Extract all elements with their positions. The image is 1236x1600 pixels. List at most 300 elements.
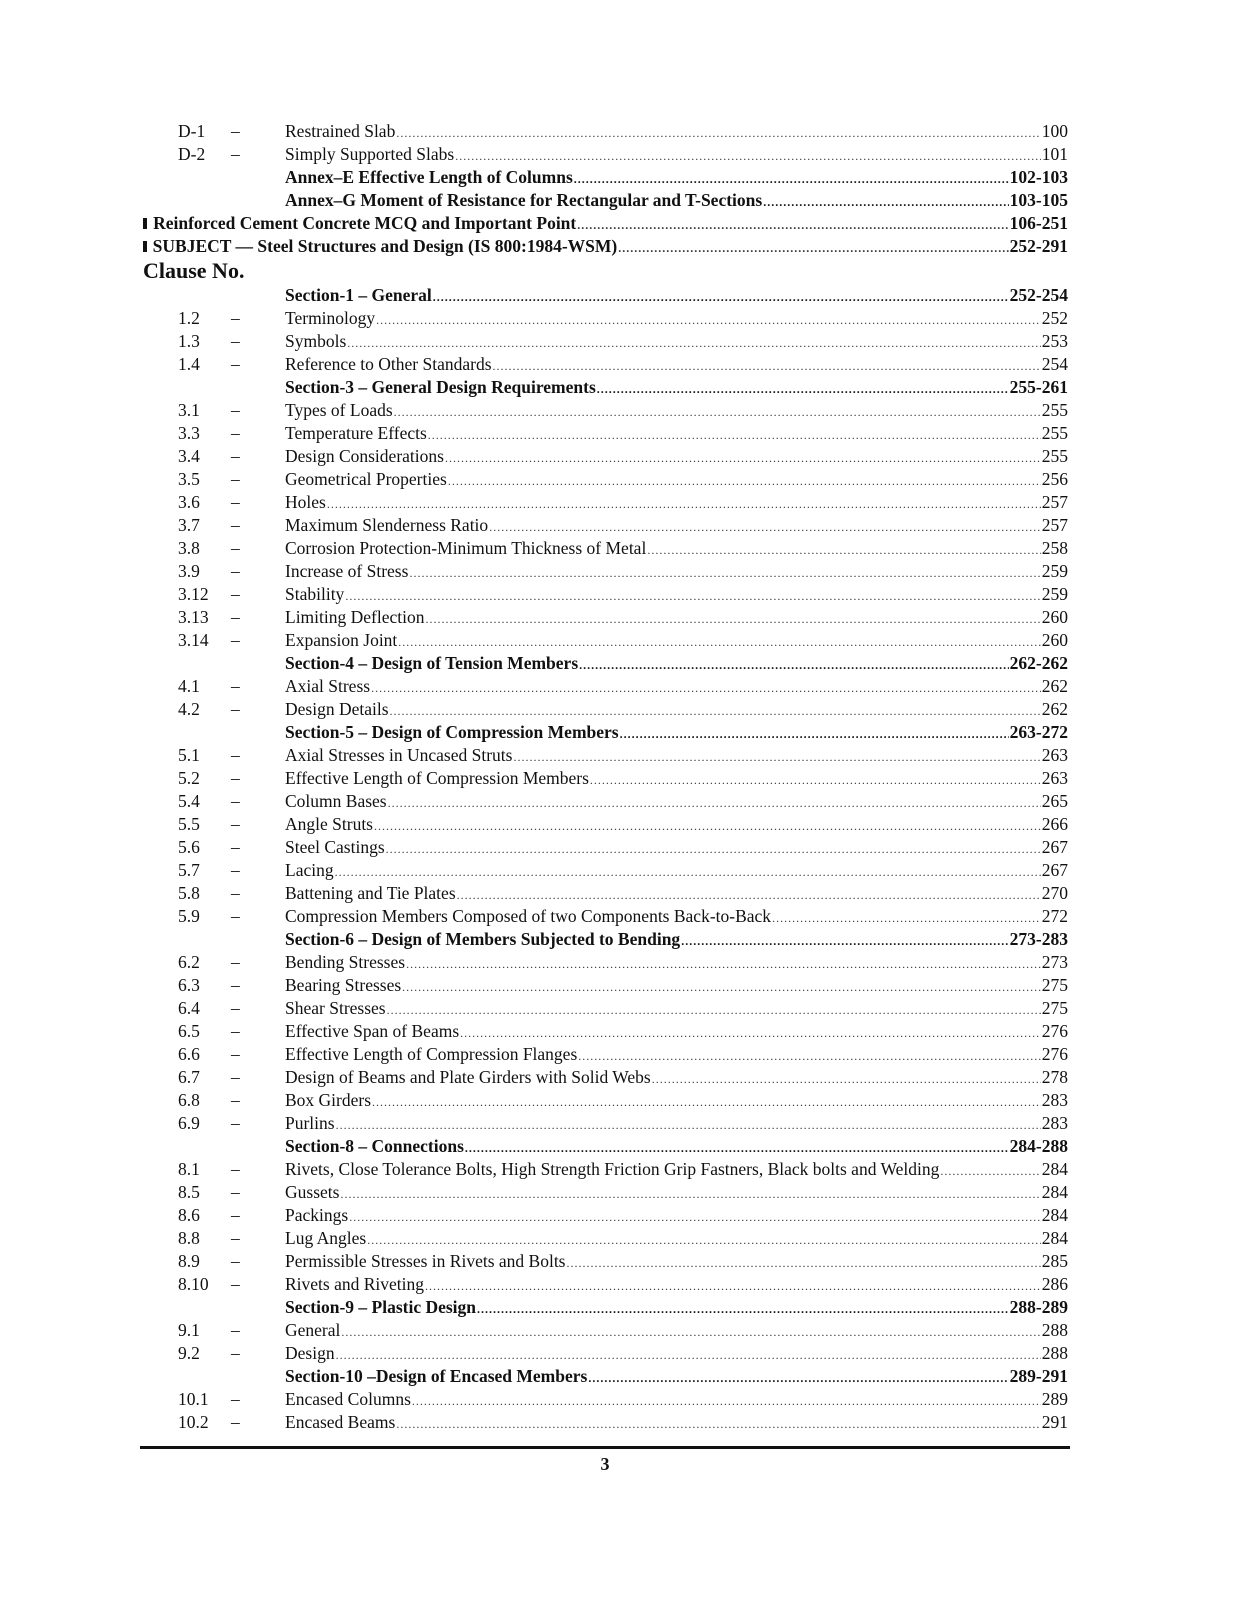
clause-number: 6.6 xyxy=(178,1044,200,1064)
separator-dash: – xyxy=(231,1067,240,1087)
entry-title: Lacing xyxy=(285,860,334,880)
entry-line xyxy=(285,1250,1068,1275)
page-reference: 255 xyxy=(1041,423,1068,443)
page-reference: 263 xyxy=(1041,768,1068,788)
dot-leader xyxy=(425,608,1040,631)
clause-number: 9.2 xyxy=(178,1343,200,1363)
page-reference: 276 xyxy=(1041,1021,1068,1041)
toc-entry xyxy=(143,120,1068,143)
entry-line xyxy=(285,1158,1068,1183)
clause-number: 6.9 xyxy=(178,1113,200,1133)
clause-number: 6.8 xyxy=(178,1090,200,1110)
clause-number: 6.5 xyxy=(178,1021,200,1041)
toc-entry xyxy=(143,790,1068,813)
clause-number: D-1 xyxy=(178,121,206,141)
page-reference: 288 xyxy=(1041,1343,1068,1363)
clause-number: 6.4 xyxy=(178,998,200,1018)
entry-line xyxy=(285,1227,1068,1252)
toc-entry xyxy=(143,422,1068,445)
separator-dash: – xyxy=(231,1274,240,1294)
entry-title: Section-10 –Design of Encased Members xyxy=(285,1366,588,1386)
page-reference: 103-105 xyxy=(1009,190,1068,210)
clause-number: 3.12 xyxy=(178,584,209,604)
toc-entry xyxy=(143,882,1068,905)
entry-line xyxy=(285,1020,1068,1045)
entry-line xyxy=(285,1319,1068,1344)
clause-number: D-2 xyxy=(178,144,206,164)
entry-line xyxy=(285,974,1068,999)
table-of-contents xyxy=(143,120,1068,1434)
page-reference: 257 xyxy=(1041,492,1068,512)
page-reference: 262 xyxy=(1041,676,1068,696)
separator-dash: – xyxy=(231,1159,240,1179)
separator-dash: – xyxy=(231,1090,240,1110)
toc-pre-section xyxy=(143,120,1068,258)
entry-title: Section-8 – Connections xyxy=(285,1136,464,1156)
entry-title: Lug Angles xyxy=(285,1228,367,1248)
dot-leader xyxy=(340,1183,1040,1206)
page-reference: 258 xyxy=(1041,538,1068,558)
separator-dash: – xyxy=(231,906,240,926)
separator-dash: – xyxy=(231,121,240,141)
page-reference: 273 xyxy=(1041,952,1068,972)
toc-section-heading xyxy=(143,928,1068,951)
entry-title: Steel Castings xyxy=(285,837,385,857)
entry-line xyxy=(285,1112,1068,1137)
clause-number: 10.1 xyxy=(178,1389,209,1409)
dot-leader xyxy=(681,930,1008,953)
clause-number: 5.7 xyxy=(178,860,200,880)
clause-number: 8.6 xyxy=(178,1205,200,1225)
page-reference: 278 xyxy=(1041,1067,1068,1087)
entry-line xyxy=(285,376,1068,401)
entry-line xyxy=(285,882,1068,907)
square-bullet-icon xyxy=(143,241,147,252)
separator-dash: – xyxy=(231,561,240,581)
page-reference: 285 xyxy=(1041,1251,1068,1271)
page-reference: 291 xyxy=(1041,1412,1068,1432)
separator-dash: – xyxy=(231,492,240,512)
toc-entry xyxy=(143,974,1068,997)
dot-leader xyxy=(618,237,1008,260)
dot-leader xyxy=(457,884,1041,907)
toc-entry xyxy=(143,1066,1068,1089)
toc-entry xyxy=(143,1227,1068,1250)
entry-line xyxy=(285,514,1068,539)
clause-heading: Clause No. xyxy=(143,258,245,283)
entry-title: Corrosion Protection-Minimum Thickness of Metal xyxy=(285,538,647,558)
clause-number: 3.14 xyxy=(178,630,209,650)
separator-dash: – xyxy=(231,791,240,811)
dot-leader xyxy=(390,700,1041,723)
dot-leader xyxy=(347,332,1040,355)
toc-main-section xyxy=(143,284,1068,1434)
dot-leader xyxy=(396,1413,1040,1436)
entry-title: SUBJECT — Steel Structures and Design (IS 800:1984-WSM) xyxy=(152,236,618,256)
entry-line xyxy=(285,166,1068,191)
separator-dash: – xyxy=(231,768,240,788)
entry-line xyxy=(285,422,1068,447)
separator-dash: – xyxy=(231,952,240,972)
toc-entry xyxy=(143,1020,1068,1043)
page-reference: 255 xyxy=(1041,400,1068,420)
entry-title: Effective Span of Beams xyxy=(285,1021,460,1041)
clause-number: 3.6 xyxy=(178,492,200,512)
dot-leader xyxy=(620,723,1009,746)
clause-number: 4.1 xyxy=(178,676,200,696)
clause-number: 6.2 xyxy=(178,952,200,972)
dot-leader xyxy=(577,214,1008,237)
separator-dash: – xyxy=(231,883,240,903)
dot-leader xyxy=(367,1229,1041,1252)
toc-entry xyxy=(143,1158,1068,1181)
entry-title: Design Considerations xyxy=(285,446,444,466)
dot-leader xyxy=(445,447,1041,470)
toc-entry xyxy=(143,767,1068,790)
entry-title: Column Bases xyxy=(285,791,387,811)
dot-leader xyxy=(387,999,1041,1022)
entry-line xyxy=(285,1204,1068,1229)
toc-entry xyxy=(143,1089,1068,1112)
entry-title: General xyxy=(285,1320,341,1340)
separator-dash: – xyxy=(231,1044,240,1064)
page-reference: 267 xyxy=(1041,837,1068,857)
entry-title: Types of Loads xyxy=(285,400,393,420)
dot-leader xyxy=(402,976,1041,999)
entry-line xyxy=(285,790,1068,815)
separator-dash: – xyxy=(231,308,240,328)
separator-dash: – xyxy=(231,998,240,1018)
entry-title: Temperature Effects xyxy=(285,423,427,443)
dot-leader xyxy=(652,1068,1041,1091)
entry-title: Effective Length of Compression Members xyxy=(285,768,589,788)
page-reference: 283 xyxy=(1041,1090,1068,1110)
separator-dash: – xyxy=(231,1021,240,1041)
entry-title: Bending Stresses xyxy=(285,952,406,972)
entry-title: Reference to Other Standards xyxy=(285,354,492,374)
toc-entry xyxy=(143,698,1068,721)
clause-number: 10.2 xyxy=(178,1412,209,1432)
entry-title: Encased Beams xyxy=(285,1412,396,1432)
entry-title: Section-1 – General xyxy=(285,285,432,305)
clause-number: 6.3 xyxy=(178,975,200,995)
entry-line xyxy=(285,284,1068,309)
page-reference: 284 xyxy=(1041,1182,1068,1202)
entry-line xyxy=(285,1089,1068,1114)
entry-title: Section-6 – Design of Members Subjected to Bending xyxy=(285,929,681,949)
toc-section-heading xyxy=(143,189,1068,212)
toc-entry xyxy=(143,1388,1068,1411)
clause-number: 9.1 xyxy=(178,1320,200,1340)
page-reference: 289 xyxy=(1041,1389,1068,1409)
dot-leader xyxy=(327,493,1041,516)
page-reference: 284 xyxy=(1041,1228,1068,1248)
square-bullet-icon xyxy=(143,218,147,229)
entry-title: Restrained Slab xyxy=(285,121,396,141)
separator-dash: – xyxy=(231,1320,240,1340)
toc-entry xyxy=(143,744,1068,767)
entry-line xyxy=(285,698,1068,723)
page-reference: 255 xyxy=(1041,446,1068,466)
page-reference: 263-272 xyxy=(1009,722,1068,742)
toc-entry xyxy=(143,1273,1068,1296)
page-number: 3 xyxy=(600,1454,610,1474)
page-reference: 288-289 xyxy=(1009,1297,1068,1317)
entry-title: Gussets xyxy=(285,1182,340,1202)
toc-entry xyxy=(143,675,1068,698)
entry-line xyxy=(285,307,1068,332)
dot-leader xyxy=(398,631,1040,654)
entry-line xyxy=(285,537,1068,562)
clause-number: 5.6 xyxy=(178,837,200,857)
page-reference: 262 xyxy=(1041,699,1068,719)
entry-line xyxy=(285,744,1068,769)
toc-section-heading xyxy=(143,652,1068,675)
page-reference: 276 xyxy=(1041,1044,1068,1064)
dot-leader xyxy=(513,746,1040,769)
entry-title: Permissible Stresses in Rivets and Bolts xyxy=(285,1251,566,1271)
entry-line xyxy=(285,813,1068,838)
toc-section-heading xyxy=(143,376,1068,399)
clause-number: 5.2 xyxy=(178,768,200,788)
entry-line xyxy=(285,330,1068,355)
dot-leader xyxy=(428,424,1041,447)
page-reference: 266 xyxy=(1041,814,1068,834)
toc-entry xyxy=(143,514,1068,537)
clause-number: 5.5 xyxy=(178,814,200,834)
entry-line xyxy=(285,189,1068,214)
dot-leader xyxy=(412,1390,1041,1413)
toc-entry xyxy=(143,560,1068,583)
entry-title: Simply Supported Slabs xyxy=(285,144,455,164)
dot-leader xyxy=(374,815,1041,838)
clause-number: 3.1 xyxy=(178,400,200,420)
page-reference: 284 xyxy=(1041,1159,1068,1179)
page-reference: 265 xyxy=(1041,791,1068,811)
separator-dash: – xyxy=(231,1228,240,1248)
toc-section-heading xyxy=(143,284,1068,307)
entry-title: Limiting Deflection xyxy=(285,607,425,627)
separator-dash: – xyxy=(231,423,240,443)
dot-leader xyxy=(341,1321,1040,1344)
entry-line xyxy=(285,399,1068,424)
toc-section-heading xyxy=(143,1135,1068,1158)
entry-title: Rivets, Close Tolerance Bolts, High Strength Friction Grip Fastners, Black bolts and Welding xyxy=(285,1159,940,1179)
entry-line xyxy=(285,1181,1068,1206)
entry-line xyxy=(285,1342,1068,1367)
dot-leader xyxy=(579,654,1009,677)
toc-section-heading xyxy=(143,721,1068,744)
toc-entry xyxy=(143,606,1068,629)
entry-title: Encased Columns xyxy=(285,1389,411,1409)
toc-entry xyxy=(143,583,1068,606)
clause-number: 1.2 xyxy=(178,308,200,328)
separator-dash: – xyxy=(231,630,240,650)
entry-title: Axial Stresses in Uncased Struts xyxy=(285,745,513,765)
clause-number: 8.9 xyxy=(178,1251,200,1271)
footer-rule xyxy=(140,1446,1070,1449)
clause-number: 3.8 xyxy=(178,538,200,558)
entry-title: Angle Struts xyxy=(285,814,373,834)
entry-line xyxy=(285,951,1068,976)
entry-title: Section-9 – Plastic Design xyxy=(285,1297,477,1317)
separator-dash: – xyxy=(231,1389,240,1409)
dot-leader xyxy=(460,1022,1041,1045)
dot-leader xyxy=(448,470,1041,493)
dot-leader xyxy=(567,1252,1041,1275)
page-reference: 106-251 xyxy=(1009,213,1068,233)
entry-title: Annex–E Effective Length of Columns xyxy=(285,167,573,187)
entry-line xyxy=(285,606,1068,631)
separator-dash: – xyxy=(231,1412,240,1432)
entry-title: Battening and Tie Plates xyxy=(285,883,456,903)
clause-number: 3.7 xyxy=(178,515,200,535)
dot-leader xyxy=(406,953,1041,976)
page-reference: 289-291 xyxy=(1009,1366,1068,1386)
dot-leader xyxy=(597,378,1009,401)
dot-leader xyxy=(940,1160,1040,1183)
entry-line xyxy=(285,1296,1068,1321)
entry-line xyxy=(285,1365,1068,1390)
page-reference: 263 xyxy=(1041,745,1068,765)
toc-entry xyxy=(143,951,1068,974)
separator-dash: – xyxy=(231,1182,240,1202)
separator-dash: – xyxy=(231,975,240,995)
separator-dash: – xyxy=(231,607,240,627)
separator-dash: – xyxy=(231,584,240,604)
dot-leader xyxy=(772,907,1041,930)
toc-entry xyxy=(143,468,1068,491)
entry-title: Axial Stress xyxy=(285,676,371,696)
dot-leader xyxy=(345,585,1040,608)
toc-entry xyxy=(143,1043,1068,1066)
page-reference: 101 xyxy=(1041,144,1068,164)
clause-number: 3.3 xyxy=(178,423,200,443)
entry-title: Symbols xyxy=(285,331,347,351)
separator-dash: – xyxy=(231,676,240,696)
entry-line xyxy=(285,1135,1068,1160)
dot-leader xyxy=(349,1206,1041,1229)
toc-entry xyxy=(143,537,1068,560)
dot-leader xyxy=(489,516,1041,539)
entry-title: Geometrical Properties xyxy=(285,469,447,489)
toc-top-entry xyxy=(143,212,1068,235)
toc-entry xyxy=(143,859,1068,882)
dot-leader xyxy=(578,1045,1040,1068)
separator-dash: – xyxy=(231,1205,240,1225)
toc-entry xyxy=(143,1181,1068,1204)
page-reference: 257 xyxy=(1041,515,1068,535)
toc-entry xyxy=(143,836,1068,859)
entry-line xyxy=(285,997,1068,1022)
page-reference: 254 xyxy=(1041,354,1068,374)
entry-line xyxy=(285,1388,1068,1413)
toc-entry xyxy=(143,905,1068,928)
clause-number: 3.4 xyxy=(178,446,200,466)
entry-line xyxy=(285,353,1068,378)
clause-number: 4.2 xyxy=(178,699,200,719)
toc-entry xyxy=(143,353,1068,376)
page-reference: 272 xyxy=(1041,906,1068,926)
clause-number: 5.8 xyxy=(178,883,200,903)
page-reference: 270 xyxy=(1041,883,1068,903)
separator-dash: – xyxy=(231,400,240,420)
toc-section-heading xyxy=(143,166,1068,189)
dot-leader xyxy=(336,1344,1041,1367)
entry-title: Section-3 – General Design Requirements xyxy=(285,377,596,397)
entry-title: Increase of Stress xyxy=(285,561,409,581)
page-reference: 267 xyxy=(1041,860,1068,880)
clause-number: 3.9 xyxy=(178,561,200,581)
entry-line xyxy=(285,491,1068,516)
entry-title: Annex–G Moment of Resistance for Rectangular and T-Sections xyxy=(285,190,763,210)
separator-dash: – xyxy=(231,331,240,351)
entry-title: Reinforced Cement Concrete MCQ and Important Point xyxy=(153,213,577,233)
page-reference: 273-283 xyxy=(1009,929,1068,949)
toc-entry xyxy=(143,1204,1068,1227)
separator-dash: – xyxy=(231,1113,240,1133)
page-reference: 256 xyxy=(1041,469,1068,489)
toc-section-heading xyxy=(143,1296,1068,1319)
page-reference: 252-254 xyxy=(1009,285,1068,305)
entry-line xyxy=(285,721,1068,746)
separator-dash: – xyxy=(231,1343,240,1363)
separator-dash: – xyxy=(231,515,240,535)
page-reference: 252 xyxy=(1041,308,1068,328)
entry-line xyxy=(285,143,1068,168)
entry-title: Rivets and Riveting xyxy=(285,1274,425,1294)
separator-dash: – xyxy=(231,837,240,857)
toc-entry xyxy=(143,330,1068,353)
entry-title: Section-4 – Design of Tension Members xyxy=(285,653,579,673)
toc-top-entry xyxy=(143,235,1068,258)
dot-leader xyxy=(388,792,1041,815)
toc-entry xyxy=(143,629,1068,652)
entry-title: Design of Beams and Plate Girders with Solid Webs xyxy=(285,1067,651,1087)
clause-number: 6.7 xyxy=(178,1067,200,1087)
clause-number: 8.10 xyxy=(178,1274,209,1294)
entry-line xyxy=(285,1043,1068,1068)
clause-number: 1.3 xyxy=(178,331,200,351)
entry-title: Design xyxy=(285,1343,335,1363)
dot-leader xyxy=(336,1114,1041,1137)
page-reference: 252-291 xyxy=(1009,236,1068,256)
page-reference: 260 xyxy=(1041,607,1068,627)
dot-leader xyxy=(396,122,1040,145)
toc-section-heading xyxy=(143,1365,1068,1388)
separator-dash: – xyxy=(231,814,240,834)
entry-line xyxy=(285,445,1068,470)
entry-title: Stability xyxy=(285,584,345,604)
separator-dash: – xyxy=(231,745,240,765)
toc-entry xyxy=(143,445,1068,468)
toc-entry xyxy=(143,307,1068,330)
dot-leader xyxy=(433,286,1009,309)
entry-title: Holes xyxy=(285,492,326,512)
entry-title: Effective Length of Compression Flanges xyxy=(285,1044,578,1064)
page-reference: 275 xyxy=(1041,975,1068,995)
entry-line xyxy=(143,235,1068,260)
page-reference: 255-261 xyxy=(1009,377,1068,397)
dot-leader xyxy=(477,1298,1009,1321)
dot-leader xyxy=(763,191,1008,214)
dot-leader xyxy=(465,1137,1009,1160)
dot-leader xyxy=(371,677,1041,700)
dot-leader xyxy=(409,562,1040,585)
page-reference: 259 xyxy=(1041,584,1068,604)
separator-dash: – xyxy=(231,860,240,880)
entry-line xyxy=(285,1273,1068,1298)
